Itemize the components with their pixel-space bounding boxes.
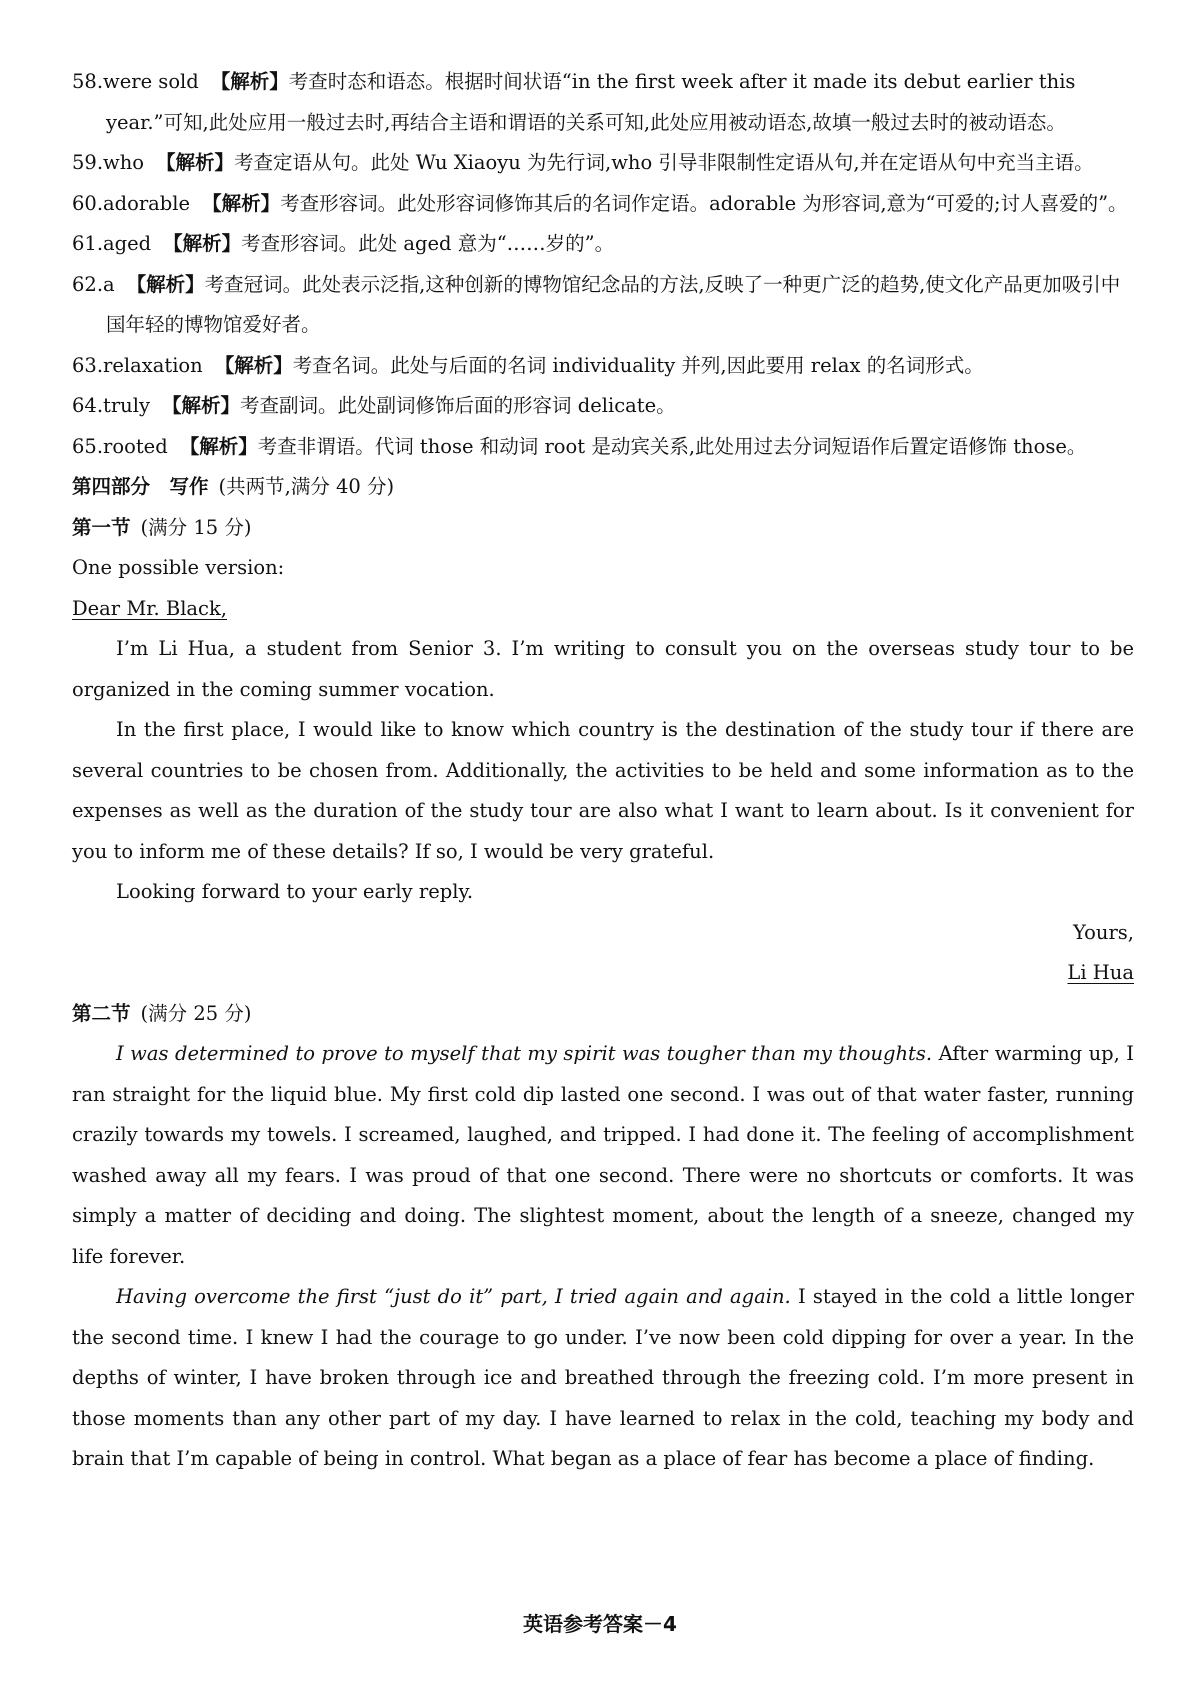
analysis-tag: 【解析】	[179, 434, 258, 458]
letter-salutation	[72, 589, 1134, 630]
explanation-list	[72, 62, 1134, 467]
explanation-item-64	[72, 386, 1134, 427]
section1-title: 第一节	[72, 515, 131, 539]
item-number: 59.	[72, 151, 104, 174]
item-number: 64.	[72, 394, 104, 417]
analysis-tag: 【解析】	[202, 191, 281, 215]
explanation-item-58	[72, 62, 1134, 143]
part4-heading	[72, 467, 1134, 508]
analysis-text: 考查形容词。此处形容词修饰其后的名词作定语。adorable 为形容词,意为“可爱的;讨人喜爱的”。	[280, 191, 1128, 215]
part4-title: 第四部分 写作	[72, 475, 209, 498]
item-number: 61.	[72, 232, 104, 255]
section1-heading	[72, 508, 1134, 549]
item-number: 65.	[72, 434, 104, 458]
analysis-tag: 【解析】	[126, 272, 205, 296]
item-answer: adorable	[103, 191, 191, 215]
analysis-tag: 【解析】	[163, 232, 242, 255]
item-number: 60.	[72, 191, 104, 215]
story-body-1: After warming up, I ran straight for the liquid blue. My first cold dip lasted one second. I was out of that water faster, running crazily towards my towels. I screamed, laughed, and tripped. I had done it. The feeling of accomplishment washed away all my fears. I was proud of that one second. There were no shortcuts or comforts. It was simply a matter of deciding and doing. The slightest moment, about the length of a sneeze, changed my life forever.	[72, 1042, 1134, 1268]
analysis-text: 考查形容词。此处 aged 意为“……岁的”。	[241, 232, 615, 255]
section2-heading	[72, 994, 1134, 1035]
section1-intro: One possible version:	[72, 556, 285, 579]
letter-closing: Yours,	[1072, 920, 1134, 944]
analysis-text: 考查时态和语态。根据时间状语“in the first week after it made its debut earlier this year.”可知,此处应用一般过去时,再结合主语和谓语的关系可知,此处应用被动语态,故填一般过去时的被动语态。	[106, 70, 1076, 134]
analysis-tag: 【解析】	[162, 394, 241, 417]
item-answer: a	[103, 272, 115, 296]
item-number: 58.	[72, 70, 104, 93]
letter-paragraph-2: In the first place, I would like to know which country is the destination of the study tour if there are several countries to be chosen from. Additionally, the activities to be held and some information as to the expenses as well as the duration of the study tour are also what I want to learn about. Is it convenient for you to inform me of these details? If so, I would be very grateful.	[72, 718, 1134, 863]
page-footer: 英语参考答案－4	[523, 1612, 677, 1636]
item-answer: aged	[103, 232, 152, 255]
item-answer: rooted	[103, 434, 168, 458]
section1-note: (满分 15 分)	[140, 515, 252, 539]
item-number: 62.	[72, 272, 104, 296]
story-body-2: I stayed in the cold a little longer the second time. I knew I had the courage to go under. I’ve now been cold dipping for over a year. In the depths of winter, I have broken through ice and breathed through the freezing cold. I’m more present in those moments than any other part of my day. I have learned to relax in the cold, teaching my body and brain that I’m capable of being in control. What began as a place of fear has become a place of finding.	[72, 1285, 1134, 1470]
explanation-item-59	[72, 143, 1134, 184]
signature-text: Li Hua	[1067, 961, 1134, 984]
analysis-text: 考查冠词。此处表示泛指,这种创新的博物馆纪念品的方法,反映了一种更广泛的趋势,使文化产品更加吸引中国年轻的博物馆爱好者。	[106, 272, 1121, 336]
letter-paragraph-1: I’m Li Hua, a student from Senior 3. I’m writing to consult you on the overseas study tour to be organized in the coming summer vocation.	[72, 637, 1134, 701]
story-paragraph-2	[72, 1277, 1134, 1480]
story-lead-sentence-1: I was determined to prove to myself that my spirit was tougher than my thoughts.	[116, 1042, 933, 1065]
explanation-item-63	[72, 346, 1134, 387]
explanation-item-61	[72, 224, 1134, 265]
section2-title: 第二节	[72, 1001, 131, 1025]
explanation-item-65	[72, 427, 1134, 468]
analysis-text: 考查非谓语。代词 those 和动词 root 是动宾关系,此处用过去分词短语作后置定语修饰 those。	[257, 434, 1087, 458]
section2-note: (满分 25 分)	[140, 1001, 252, 1025]
item-number: 63.	[72, 353, 104, 377]
item-answer: who	[103, 151, 145, 174]
analysis-tag: 【解析】	[156, 151, 235, 174]
explanation-item-62	[72, 265, 1134, 346]
story-paragraph-1	[72, 1034, 1134, 1277]
part4-note: (共两节,满分 40 分)	[218, 475, 395, 498]
item-answer: were sold	[103, 70, 199, 93]
analysis-text: 考查副词。此处副词修饰后面的形容词 delicate。	[240, 394, 676, 417]
letter-paragraph-3: Looking forward to your early reply.	[116, 880, 474, 903]
analysis-text: 考查定语从句。此处 Wu Xiaoyu 为先行词,who 引导非限制性定语从句,并在定语从句中充当主语。	[234, 151, 1094, 174]
salutation-text: Dear Mr. Black,	[72, 596, 227, 620]
story-lead-sentence-2: Having overcome the first “just do it” part, I tried again and again.	[116, 1285, 791, 1308]
analysis-text: 考查名词。此处与后面的名词 individuality 并列,因此要用 relax 的名词形式。	[292, 353, 984, 377]
item-answer: truly	[103, 394, 150, 417]
letter-signature	[72, 953, 1134, 994]
explanation-item-60	[72, 184, 1134, 225]
analysis-tag: 【解析】	[210, 70, 289, 93]
item-answer: relaxation	[103, 353, 203, 377]
analysis-tag: 【解析】	[214, 353, 293, 377]
answer-key-page	[72, 62, 1134, 1480]
